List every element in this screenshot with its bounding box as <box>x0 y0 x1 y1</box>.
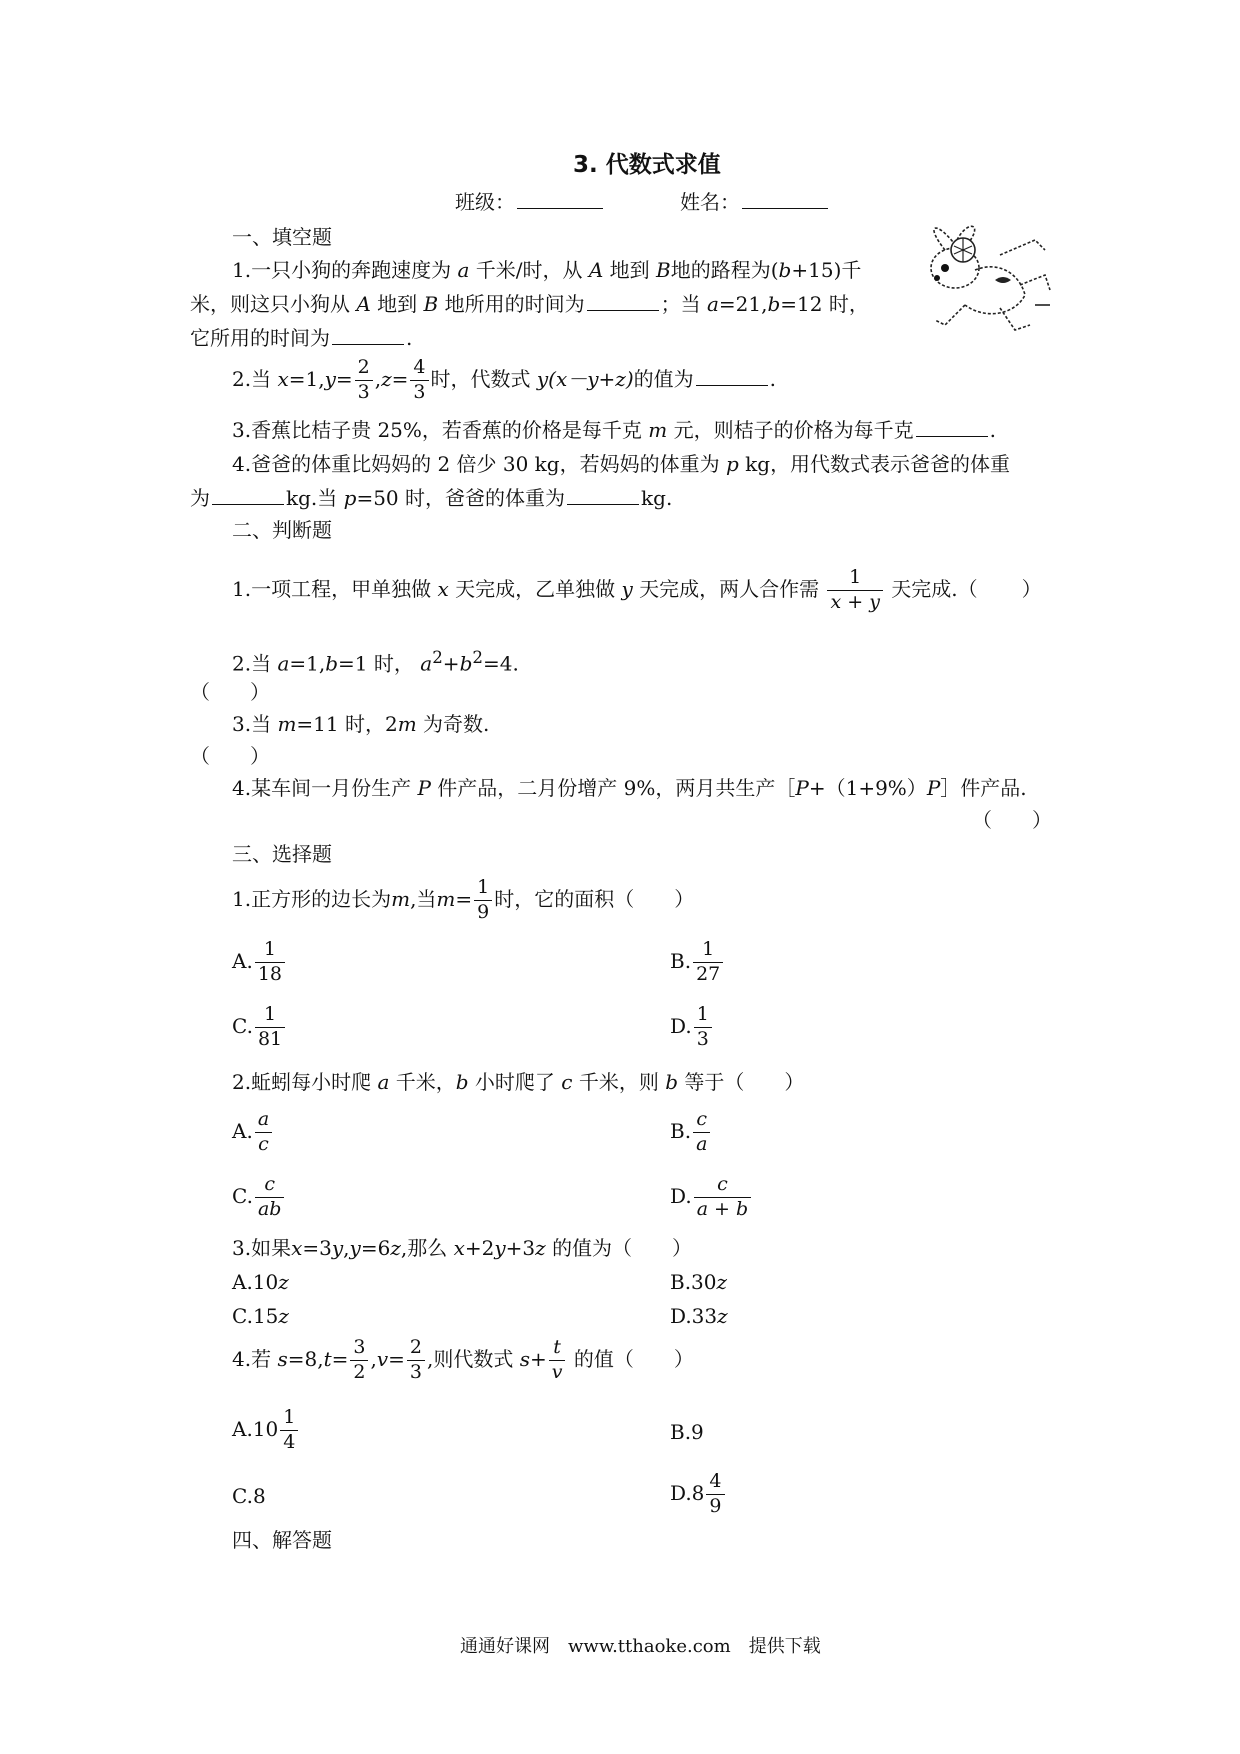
var: B <box>656 258 671 282</box>
fraction <box>407 1338 425 1383</box>
text: . <box>769 366 777 391</box>
var: p <box>725 452 739 476</box>
denominator: c <box>255 1132 272 1155</box>
choice-q1-option-a[interactable] <box>232 940 287 985</box>
choice-q4 <box>232 1338 694 1383</box>
text: =11 时，2 <box>296 712 398 736</box>
var: y <box>349 1236 361 1260</box>
var: z <box>535 1236 546 1260</box>
numerator: c <box>696 1108 708 1130</box>
text: ；当 <box>660 292 701 316</box>
class-blank <box>517 190 603 209</box>
text: 1.一项工程，甲单独做 <box>232 576 432 601</box>
fill-q2 <box>232 358 776 403</box>
option-label: D.33 <box>670 1304 718 1328</box>
text: ） <box>1021 576 1042 601</box>
exponent: 2 <box>432 648 443 667</box>
text: 小时爬了 <box>474 1070 555 1094</box>
text: +15)千 <box>791 258 862 282</box>
text: 千米/时，从 <box>475 258 583 282</box>
fraction <box>694 1005 712 1050</box>
fill-q1-line3 <box>190 326 412 350</box>
text: ］件产品. <box>940 776 1027 800</box>
var: B <box>423 292 439 316</box>
text: 3.当 <box>232 712 272 736</box>
numerator: 4 <box>413 356 426 378</box>
fraction <box>474 878 492 923</box>
option-label: D. <box>670 1013 692 1038</box>
numerator: 4 <box>709 1470 722 1492</box>
text: 千米， <box>395 1070 456 1094</box>
text: =1, <box>289 651 326 676</box>
judge-q3 <box>232 712 489 736</box>
denominator: 81 <box>255 1027 285 1050</box>
text: 千米，则 <box>578 1070 659 1094</box>
expression: y(x－y+z) <box>536 366 634 391</box>
text: 地的路程为( <box>670 258 779 282</box>
text: 2.当 <box>232 366 272 391</box>
var: b <box>459 651 473 676</box>
text: 天完成，乙单独做 <box>455 576 616 601</box>
text: 米，则这只小狗从 <box>190 292 350 316</box>
option-label: B. <box>670 948 692 973</box>
text: , <box>370 1346 377 1371</box>
text: kg，用代数式表示爸爸的体重 <box>745 452 1011 476</box>
var: a <box>420 651 433 676</box>
text: =4. <box>482 651 519 676</box>
denominator: 2 <box>350 1360 368 1383</box>
var: P <box>926 776 941 800</box>
text: + <box>442 651 460 676</box>
option-label: C. <box>232 1183 253 1208</box>
numerator: 1 <box>702 938 715 960</box>
numerator: 2 <box>409 1336 422 1358</box>
var: y <box>324 366 336 391</box>
text: =1, <box>288 366 325 391</box>
choice-q3-option-b[interactable] <box>670 1270 727 1294</box>
text: 元，则桔子的价格为每千克 <box>673 418 914 442</box>
var: y <box>494 1236 506 1260</box>
judge-q4 <box>232 776 1027 800</box>
text: , <box>343 1236 350 1260</box>
option-label: C.15 <box>232 1304 279 1328</box>
answer-blank <box>567 486 639 505</box>
fraction <box>693 940 723 985</box>
text: =3 <box>302 1236 332 1260</box>
option-label: C. <box>232 1013 253 1038</box>
var: b <box>665 1070 679 1094</box>
numerator: a <box>257 1108 270 1130</box>
fill-q1-line2 <box>190 292 869 316</box>
text: =1 时， <box>338 651 414 676</box>
var: b <box>325 651 339 676</box>
text: 的值为（ ） <box>552 1236 693 1260</box>
fraction <box>350 1338 368 1383</box>
choice-q1-option-d[interactable] <box>670 1005 714 1050</box>
var: b <box>455 1070 469 1094</box>
text: kg. <box>641 486 673 510</box>
judge-q3-paren: （ ） <box>190 744 270 768</box>
denominator: 3 <box>410 380 428 403</box>
text: . <box>406 326 413 350</box>
text: +3 <box>505 1236 536 1260</box>
fraction <box>827 568 882 613</box>
fraction <box>694 1175 752 1220</box>
var: x <box>277 366 289 391</box>
var: m <box>391 886 411 911</box>
numerator: 1 <box>849 566 862 588</box>
fraction <box>280 1408 298 1453</box>
text: 3.如果 <box>232 1236 292 1260</box>
fill-q4-line2 <box>190 486 672 510</box>
text: ,则代数式 <box>427 1346 514 1371</box>
text: =8, <box>287 1346 324 1371</box>
var: p <box>343 486 357 510</box>
text: , <box>374 366 382 391</box>
option-label: B.30 <box>670 1270 717 1294</box>
text: 地到 <box>377 292 418 316</box>
choice-q4-option-d[interactable] <box>670 1472 727 1517</box>
rabbit-illustration <box>905 220 1055 340</box>
text: = <box>331 1346 349 1371</box>
text: = <box>391 366 409 391</box>
text: = <box>335 366 353 391</box>
fraction <box>410 358 428 403</box>
denominator: 3 <box>355 380 373 403</box>
var: z <box>278 1270 289 1294</box>
numerator: 1 <box>477 876 490 898</box>
denominator: 9 <box>474 900 492 923</box>
answer-blank <box>332 326 404 345</box>
denominator: 27 <box>693 962 723 985</box>
exponent: 2 <box>472 648 483 667</box>
text: 为 <box>190 486 210 510</box>
answer-blank <box>916 418 988 437</box>
numerator: 1 <box>263 938 276 960</box>
fraction <box>355 358 373 403</box>
text: 3.香蕉比桔子贵 25%，若香蕉的价格是每千克 <box>232 418 642 442</box>
text: = <box>455 886 473 911</box>
choice-q2-option-a[interactable] <box>232 1110 274 1155</box>
var: a <box>706 292 719 316</box>
denominator: x + y <box>827 590 882 613</box>
denominator: 3 <box>407 1360 425 1383</box>
var: A <box>588 258 604 282</box>
text: =21, <box>718 292 768 316</box>
fill-q4-line1 <box>232 452 1010 476</box>
numerator: 2 <box>357 356 370 378</box>
text: 4.某车间一月份生产 <box>232 776 412 800</box>
numerator: c <box>264 1173 276 1195</box>
var: b <box>767 292 781 316</box>
var: c <box>561 1070 573 1094</box>
option-label: B. <box>670 1118 692 1143</box>
page-title: 3. 代数式求值 <box>573 152 721 178</box>
choice-q2-option-c[interactable] <box>232 1175 286 1220</box>
option-label: A. <box>232 1118 253 1143</box>
fraction <box>706 1472 724 1517</box>
text: 它所用的时间为 <box>190 326 330 350</box>
text: ,当 <box>410 886 437 911</box>
choice-q4-option-b[interactable]: B.9 <box>670 1420 704 1444</box>
choice-q1-option-c[interactable] <box>232 1005 287 1050</box>
text: 件产品，二月份增产 9%，两月共生产［ <box>437 776 796 800</box>
var: t <box>323 1346 332 1371</box>
choice-q3 <box>232 1236 692 1260</box>
judge-q1 <box>232 568 1042 613</box>
var: y <box>621 576 633 601</box>
denominator: 9 <box>706 1494 724 1517</box>
choice-q2-option-d[interactable] <box>670 1175 753 1220</box>
fraction <box>255 1175 285 1220</box>
choice-q3-option-c[interactable] <box>232 1304 289 1328</box>
text: 天完成，两人合作需 <box>639 576 820 601</box>
var: z <box>390 1236 401 1260</box>
denominator: 3 <box>694 1027 712 1050</box>
text: 时，它的面积（ ） <box>494 886 695 911</box>
numerator: 3 <box>353 1336 366 1358</box>
text: +（1+9%） <box>808 776 927 800</box>
var: m <box>397 712 417 736</box>
var: P <box>417 776 431 800</box>
text: + <box>529 1346 547 1371</box>
denominator: ab <box>255 1197 285 1220</box>
text: 1.正方形的边长为 <box>232 886 392 911</box>
var: z <box>717 1304 728 1328</box>
text: 2.蚯蚓每小时爬 <box>232 1070 372 1094</box>
text: 为奇数. <box>423 712 490 736</box>
denominator: v <box>549 1360 566 1383</box>
var: z <box>278 1304 289 1328</box>
var: x <box>437 576 449 601</box>
choice-q2 <box>232 1070 804 1094</box>
footer-text: 通通好课网 www.tthaoke.com 提供下载 <box>460 1636 821 1657</box>
choice-q4-option-c[interactable]: C.8 <box>232 1484 266 1508</box>
var: m <box>277 712 297 736</box>
var: x <box>453 1236 465 1260</box>
option-label: A.10 <box>232 1270 279 1294</box>
var: y <box>331 1236 344 1260</box>
text: = <box>388 1346 405 1371</box>
fraction <box>255 1005 285 1050</box>
choice-q3-option-a[interactable] <box>232 1270 289 1294</box>
fraction <box>693 1110 710 1155</box>
judge-q2 <box>232 648 519 676</box>
text: 等于（ ） <box>684 1070 805 1094</box>
var: a <box>277 651 290 676</box>
numerator: 1 <box>283 1406 296 1428</box>
denominator: 4 <box>280 1430 298 1453</box>
var: x <box>291 1236 303 1260</box>
denominator: 18 <box>255 962 285 985</box>
numerator: t <box>553 1336 561 1358</box>
name-label: 姓名： <box>680 190 740 214</box>
name-blank <box>742 190 828 209</box>
answer-blank <box>212 486 284 505</box>
fill-q1-line1 <box>232 258 861 282</box>
var: s <box>519 1346 530 1371</box>
option-label: D.8 <box>670 1480 705 1505</box>
text: 的值为 <box>633 366 694 391</box>
var: z <box>381 366 392 391</box>
section-judge-heading: 二、判断题 <box>232 518 332 542</box>
fraction <box>255 940 285 985</box>
text: +2 <box>464 1236 495 1260</box>
name-field <box>680 190 830 214</box>
option-label: A.10 <box>232 1416 279 1441</box>
var: s <box>277 1346 288 1371</box>
denominator: a <box>693 1132 710 1155</box>
fraction <box>549 1338 566 1383</box>
text: =6 <box>360 1236 391 1260</box>
var: a <box>457 258 470 282</box>
fraction <box>255 1110 272 1155</box>
text: =50 时，爸爸的体重为 <box>356 486 566 510</box>
numerator: c <box>717 1173 728 1195</box>
choice-q2-option-b[interactable] <box>670 1110 712 1155</box>
var: m <box>436 886 456 911</box>
fill-q3 <box>232 418 996 442</box>
text: 4.爸爸的体重比妈妈的 2 倍少 30 kg，若妈妈的体重为 <box>232 452 720 476</box>
text: =12 时， <box>780 292 869 316</box>
section-choice-heading: 三、选择题 <box>232 842 332 866</box>
text: 天完成.（ <box>891 576 978 601</box>
class-field <box>455 190 605 214</box>
var: P <box>795 776 809 800</box>
text: 2.当 <box>232 651 272 676</box>
text: 1.一只小狗的奔跑速度为 <box>232 258 452 282</box>
section-answer-heading: 四、解答题 <box>232 1528 332 1552</box>
option-label: D. <box>670 1183 692 1208</box>
judge-q4-paren: （ ） <box>972 808 1052 832</box>
text: 地到 <box>609 258 650 282</box>
choice-q4-option-a[interactable] <box>232 1408 300 1453</box>
judge-q2-paren: （ ） <box>190 680 270 704</box>
numerator: 1 <box>264 1003 277 1025</box>
choice-q3-option-d[interactable] <box>670 1304 728 1328</box>
text: kg.当 <box>286 486 338 510</box>
numerator: 1 <box>696 1003 709 1025</box>
text: 4.若 <box>232 1346 272 1371</box>
var: m <box>648 418 668 442</box>
answer-blank <box>587 292 659 311</box>
answer-blank <box>696 367 768 386</box>
choice-q1 <box>232 878 694 923</box>
section-fill-heading: 一、填空题 <box>232 225 332 249</box>
var: b <box>778 258 792 282</box>
text: 地所用的时间为 <box>444 292 585 316</box>
class-label: 班级： <box>455 190 515 214</box>
var: a <box>377 1070 390 1094</box>
text: . <box>989 418 996 442</box>
option-label: A. <box>232 948 253 973</box>
var: v <box>376 1346 389 1371</box>
var: z <box>716 1270 728 1294</box>
choice-q1-option-b[interactable] <box>670 940 725 985</box>
text: 时，代数式 <box>430 366 531 391</box>
text: 的值（ ） <box>573 1346 694 1371</box>
var: A <box>356 292 371 316</box>
denominator: a + b <box>694 1197 752 1220</box>
text: ,那么 <box>400 1236 448 1260</box>
